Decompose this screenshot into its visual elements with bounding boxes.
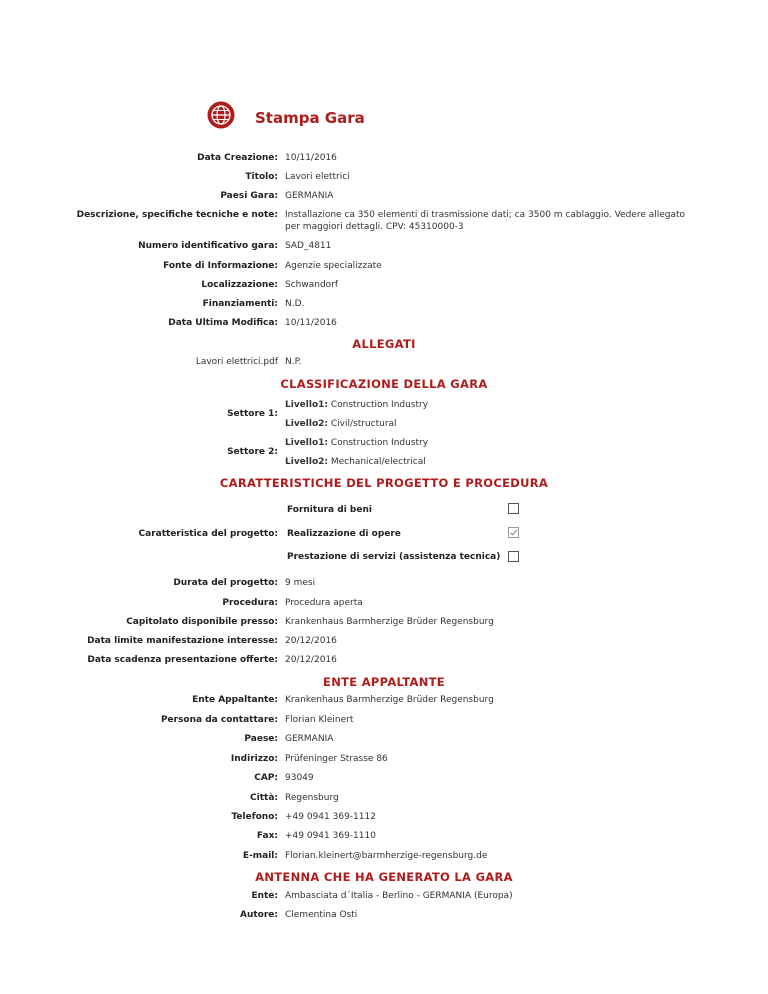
label-data-scadenza: Data scadenza presentazione offerte: — [87, 655, 278, 665]
checkmark-icon — [509, 528, 518, 537]
value-citta: Regensburg — [285, 793, 339, 803]
label-descrizione: Descrizione, specifiche tecniche e note: — [76, 210, 278, 220]
label-capitolato: Capitolato disponibile presso: — [126, 617, 278, 627]
value-titolo: Lavori elettrici — [285, 172, 350, 182]
value-fonte-informazione: Agenzie specializzate — [285, 261, 382, 271]
label-paese: Paese: — [244, 734, 278, 744]
label-persona-contattare: Persona da contattare: — [160, 715, 278, 725]
globe-logo-icon — [207, 101, 235, 129]
label-durata-progetto: Durata del progetto: — [173, 578, 278, 588]
value-ente-appaltante: Krankenhaus Barmherzige Brüder Regensburg — [285, 695, 494, 705]
option-fornitura-beni-label: Fornitura di beni — [287, 505, 372, 515]
label-data-ultima-modifica: Data Ultima Modifica: — [168, 318, 278, 328]
label-procedura: Procedura: — [222, 598, 278, 608]
value-numero-identificativo: SAD_4811 — [285, 241, 332, 251]
option-prestazione-servizi-label: Prestazione di servizi (assistenza tecnica) — [287, 552, 501, 562]
value-descrizione-line1: Installazione ca 350 elementi di trasmissione dati; ca 3500 m cablaggio. Vedere allegato — [285, 210, 686, 220]
value-fax: +49 0941 369-1110 — [285, 831, 376, 841]
value-localizzazione: Schwandorf — [285, 280, 339, 290]
attachment-file-link[interactable]: Lavori elettrici.pdf — [195, 357, 278, 367]
value-email: Florian.kleinert@barmherzige-regensburg.de — [285, 851, 488, 861]
label-citta: Città: — [250, 793, 278, 803]
value-descrizione-line2: per maggiori dettagli. CPV: 45310000-3 — [285, 222, 464, 232]
label-settore-1: Settore 1: — [227, 409, 278, 419]
label-email: E-mail: — [242, 851, 278, 861]
settore-2-livello1: Livello1: Construction Industry — [285, 438, 429, 448]
checkbox-prestazione-servizi[interactable] — [508, 551, 519, 562]
value-procedura: Procedura aperta — [285, 598, 363, 608]
value-ente-antenna: Ambasciata d´Italia - Berlino - GERMANIA (Europa) — [285, 891, 513, 901]
value-data-creazione: 10/11/2016 — [285, 153, 337, 163]
label-titolo: Titolo: — [245, 172, 278, 182]
settore-1-livello2: Livello2: Civil/structural — [285, 419, 397, 429]
value-data-scadenza: 20/12/2016 — [285, 655, 337, 665]
section-heading-caratteristiche: CARATTERISTICHE DEL PROGETTO E PROCEDURA — [219, 476, 549, 490]
attachment-value: N.P. — [285, 357, 302, 367]
section-heading-antenna: ANTENNA CHE HA GENERATO LA GARA — [255, 870, 513, 884]
label-indirizzo: Indirizzo: — [230, 754, 278, 764]
label-data-limite: Data limite manifestazione interesse: — [87, 636, 278, 646]
label-autore: Autore: — [240, 910, 278, 920]
value-telefono: +49 0941 369-1112 — [285, 812, 376, 822]
label-finanziamenti: Finanziamenti: — [202, 299, 278, 309]
checkbox-fornitura-beni[interactable] — [508, 503, 519, 514]
label-numero-identificativo: Numero identificativo gara: — [138, 241, 278, 251]
value-capitolato: Krankenhaus Barmherzige Brüder Regensburg — [285, 617, 494, 627]
value-durata-progetto: 9 mesi — [285, 578, 316, 588]
label-caratteristica-progetto: Caratteristica del progetto: — [138, 529, 278, 539]
label-ente-antenna: Ente: — [251, 891, 278, 901]
value-cap: 93049 — [285, 773, 314, 783]
label-paesi-gara: Paesi Gara: — [220, 191, 278, 201]
label-telefono: Telefono: — [231, 812, 278, 822]
label-fonte-informazione: Fonte di Informazione: — [163, 261, 278, 271]
value-autore: Clementina Osti — [285, 910, 358, 920]
value-indirizzo: Prüfeninger Strasse 86 — [285, 754, 388, 764]
value-finanziamenti: N.D. — [285, 299, 305, 309]
value-paese: GERMANIA — [285, 734, 334, 744]
settore-2-livello2: Livello2: Mechanical/electrical — [285, 457, 426, 467]
settore-1-livello1: Livello1: Construction Industry — [285, 400, 429, 410]
section-heading-allegati: ALLEGATI — [352, 337, 416, 351]
value-persona-contattare: Florian Kleinert — [285, 715, 354, 725]
page-title: Stampa Gara — [255, 109, 365, 127]
label-localizzazione: Localizzazione: — [201, 280, 278, 290]
section-heading-classificazione: CLASSIFICAZIONE DELLA GARA — [280, 377, 488, 391]
option-realizzazione-opere-label: Realizzazione di opere — [287, 529, 401, 539]
label-data-creazione: Data Creazione: — [197, 153, 278, 163]
value-paesi-gara: GERMANIA — [285, 191, 334, 201]
label-cap: CAP: — [254, 773, 278, 783]
value-data-limite: 20/12/2016 — [285, 636, 337, 646]
checkbox-realizzazione-opere[interactable] — [508, 527, 519, 538]
value-data-ultima-modifica: 10/11/2016 — [285, 318, 337, 328]
label-fax: Fax: — [256, 831, 278, 841]
section-heading-ente-appaltante: ENTE APPALTANTE — [323, 675, 445, 689]
label-settore-2: Settore 2: — [227, 447, 278, 457]
label-ente-appaltante: Ente Appaltante: — [192, 695, 278, 705]
